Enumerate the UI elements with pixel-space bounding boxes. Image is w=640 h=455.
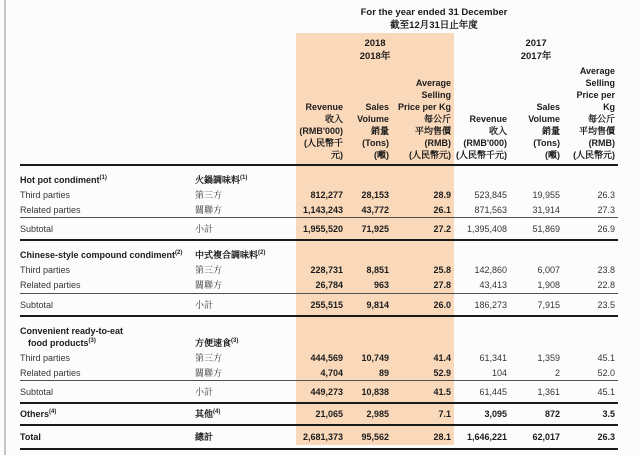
price-2018-cell: 26.0 xyxy=(392,293,454,316)
row-label-en: Subtotal xyxy=(20,381,192,404)
revenue-2017-cell: 61,341 xyxy=(479,352,508,363)
table-row-related-parties xyxy=(20,202,618,218)
table-row-third-parties xyxy=(20,263,618,278)
price-2018-cell: 7.1 xyxy=(392,403,454,425)
volume-2017-cell: 872 xyxy=(510,403,563,425)
group-header-row-chinese-style xyxy=(20,240,618,263)
footnote-marker: (4) xyxy=(213,409,221,415)
revenue-2018-cell: 4,704 xyxy=(296,365,346,381)
price-2018-cell: 27.2 xyxy=(392,218,454,241)
revenue-2018-cell: 444,569 xyxy=(310,352,343,363)
revenue-breakdown-table xyxy=(20,33,618,450)
footnote-marker: (4) xyxy=(49,409,57,415)
column-header-row xyxy=(20,65,618,165)
price-2018-cell: 27.8 xyxy=(392,278,454,294)
revenue-2017-cell: 43,413 xyxy=(454,278,510,294)
row-label-en: Convenient ready-to-eat food products$^{(3)}$ xyxy=(20,325,124,348)
price-2018-cell: 26.1 xyxy=(392,202,454,218)
price-2017-cell: 23.8 xyxy=(597,265,616,275)
footnote-marker: (3) xyxy=(88,337,96,344)
price-2018-cell: 25.8 xyxy=(433,265,452,275)
revenue-2018-cell: 2,681,373 xyxy=(296,425,346,449)
price-2018-cell: 41.5 xyxy=(392,381,454,404)
volume-2018-cell: 2,985 xyxy=(346,403,392,425)
revenue-2017-cell: 104 xyxy=(454,365,510,381)
row-label-en: Others$^{(4)}$ xyxy=(20,403,192,425)
volume-2018-cell: 71,925 xyxy=(346,218,392,241)
volume-2017-cell: 19,955 xyxy=(532,189,561,200)
price-2018-cell: 52.9 xyxy=(392,365,454,381)
volume-2017-cell: 2 xyxy=(510,365,563,381)
revenue-2018-cell: 21,065 xyxy=(296,403,346,425)
price-2017-cell: 45.1 xyxy=(597,352,616,363)
price-2018-cell: 28.1 xyxy=(392,425,454,449)
volume-2017-cell: 7,915 xyxy=(510,293,563,316)
volume-2017-cell: 51,869 xyxy=(510,218,563,241)
revenue-2017-cell: 142,860 xyxy=(474,265,508,275)
group-header-row-hot-pot xyxy=(20,165,618,188)
row-label-cn: 第三方 xyxy=(195,265,223,275)
volume-2018-cell: 28,153 xyxy=(361,189,389,200)
revenue-2018-cell: 812,277 xyxy=(310,189,343,200)
footnote-marker: (1) xyxy=(240,174,248,181)
revenue-2018-cell: 26,784 xyxy=(296,278,346,294)
others-row xyxy=(20,403,618,425)
subtotal-row-hot-pot xyxy=(20,218,618,241)
volume-2018-cell: 8,851 xyxy=(366,265,389,275)
row-label-cn: 小計 xyxy=(192,381,296,404)
year-2017-cn: 2017年 xyxy=(520,51,552,62)
table-row-third-parties xyxy=(20,350,618,365)
price-2017-cell: 45.1 xyxy=(563,381,618,404)
row-label-en: Total xyxy=(20,425,192,449)
year-2018-cn: 2018年 xyxy=(359,51,391,62)
volume-2017-cell: 6,007 xyxy=(537,265,561,275)
volume-2017-cell: 1,908 xyxy=(510,278,563,294)
table-row-related-parties xyxy=(20,278,618,294)
revenue-2017-cell: 871,563 xyxy=(454,202,510,218)
spacer-cell xyxy=(20,65,296,165)
table-title xyxy=(250,6,618,32)
year-2017-header xyxy=(454,33,618,65)
table-row-related-parties xyxy=(20,365,618,381)
row-label-cn: 關聯方 xyxy=(192,365,296,381)
price-2017-cell: 26.3 xyxy=(563,425,618,449)
subtotal-row-chinese-style xyxy=(20,293,618,316)
col-header-price-2017: Average Selling Price per Kg 每公斤 平均售價 (RMB) (人民幣元) xyxy=(563,65,618,165)
price-2017-cell: 27.3 xyxy=(563,202,618,218)
price-2017-cell: 22.8 xyxy=(563,278,618,294)
table-row-third-parties xyxy=(20,187,618,202)
volume-2018-cell: 95,562 xyxy=(346,425,392,449)
year-header-row xyxy=(20,33,618,65)
col-header-price-2018: Average Selling Price per Kg 每公斤 平均售價 (RMB) (人民幣元) xyxy=(392,65,454,165)
row-label-cn: 關聯方 xyxy=(192,202,296,218)
col-header-revenue-2017: Revenue 收入 (RMB'000) (人民幣千元) xyxy=(454,65,510,165)
row-label-en: Hot pot condiment$^{(1)}$ xyxy=(20,174,107,185)
revenue-2018-cell: 1,143,243 xyxy=(296,202,346,218)
row-label-cn: 第三方 xyxy=(195,352,223,363)
row-label-en: Third parties xyxy=(20,265,71,275)
col-header-volume-2018: Sales Volume 銷量 (Tons) (噸) xyxy=(346,65,392,165)
footnote-marker: (2) xyxy=(258,250,266,256)
volume-2018-cell: 9,814 xyxy=(346,293,392,316)
volume-2017-cell: 62,017 xyxy=(510,425,563,449)
footnote-marker: (2) xyxy=(175,250,183,256)
row-label-en: Related parties xyxy=(20,202,192,218)
revenue-2018-cell: 449,273 xyxy=(296,381,346,404)
price-2017-cell: 26.9 xyxy=(563,218,618,241)
volume-2018-cell: 10,749 xyxy=(361,352,389,363)
row-label-en: Subtotal xyxy=(20,218,192,241)
row-label-cn: 其他$^{(4)}$ xyxy=(192,403,296,425)
table-title-en: For the year ended 31 December xyxy=(360,7,508,18)
row-label-cn: 小計 xyxy=(192,218,296,241)
price-2017-cell: 23.5 xyxy=(563,293,618,316)
row-label-en: Third parties xyxy=(20,352,71,363)
price-2017-cell: 52.0 xyxy=(563,365,618,381)
row-label-en: Subtotal xyxy=(20,293,192,316)
revenue-2018-cell: 1,955,520 xyxy=(296,218,346,241)
col-header-volume-2017: Sales Volume 銷量 (Tons) (噸) xyxy=(510,65,563,165)
volume-2018-cell: 89 xyxy=(346,365,392,381)
revenue-2017-cell: 1,646,221 xyxy=(454,425,510,449)
group-header-row-ready-to-eat xyxy=(20,316,618,351)
row-label-cn: 中式複合調味料$^{(2)}$ xyxy=(195,250,266,260)
row-label-en: Related parties xyxy=(20,278,192,294)
revenue-2018-cell: 255,515 xyxy=(296,293,346,316)
row-label-cn: 第三方 xyxy=(195,189,223,200)
volume-2017-cell: 1,359 xyxy=(537,352,561,363)
year-2018-header xyxy=(296,33,454,65)
price-2017-cell: 3.5 xyxy=(563,403,618,425)
year-2018-en: 2018 xyxy=(364,38,386,49)
volume-2018-cell: 963 xyxy=(346,278,392,294)
subtotal-row-ready-to-eat xyxy=(20,381,618,404)
revenue-2017-cell: 523,845 xyxy=(474,189,508,200)
col-header-revenue-2018: Revenue 收入 (RMB'000) (人民幣千元) xyxy=(296,65,346,165)
table-title-cn: 截至12月31日止年度 xyxy=(390,20,478,31)
spacer-cell xyxy=(20,33,296,65)
row-label-cn: 火鍋調味料$^{(1)}$ xyxy=(195,174,248,185)
row-label-cn: 總計 xyxy=(192,425,296,449)
revenue-2017-cell: 61,445 xyxy=(454,381,510,404)
price-2017-cell: 26.3 xyxy=(597,189,616,200)
row-label-cn: 小計 xyxy=(192,293,296,316)
volume-2018-cell: 43,772 xyxy=(346,202,392,218)
footnote-marker: (1) xyxy=(99,174,107,181)
footnote-marker: (3) xyxy=(231,337,239,344)
total-row xyxy=(20,425,618,449)
left-edge-divider xyxy=(4,0,6,455)
row-label-en: Chinese-style compound condiment$^{(2)}$ xyxy=(20,250,183,260)
price-2018-cell: 41.4 xyxy=(433,352,452,363)
revenue-2017-cell: 3,095 xyxy=(454,403,510,425)
year-2017-en: 2017 xyxy=(525,38,547,49)
row-label-en: Third parties xyxy=(20,189,71,200)
row-label-cn: 方便速食$^{(3)}$ xyxy=(195,337,239,348)
revenue-2017-cell: 1,395,408 xyxy=(454,218,510,241)
row-label-en: Related parties xyxy=(20,365,192,381)
volume-2018-cell: 10,838 xyxy=(346,381,392,404)
revenue-2017-cell: 186,273 xyxy=(454,293,510,316)
volume-2017-cell: 1,361 xyxy=(510,381,563,404)
row-label-cn: 關聯方 xyxy=(192,278,296,294)
price-2018-cell: 28.9 xyxy=(433,189,452,200)
volume-2017-cell: 31,914 xyxy=(510,202,563,218)
revenue-2018-cell: 228,731 xyxy=(310,265,343,275)
